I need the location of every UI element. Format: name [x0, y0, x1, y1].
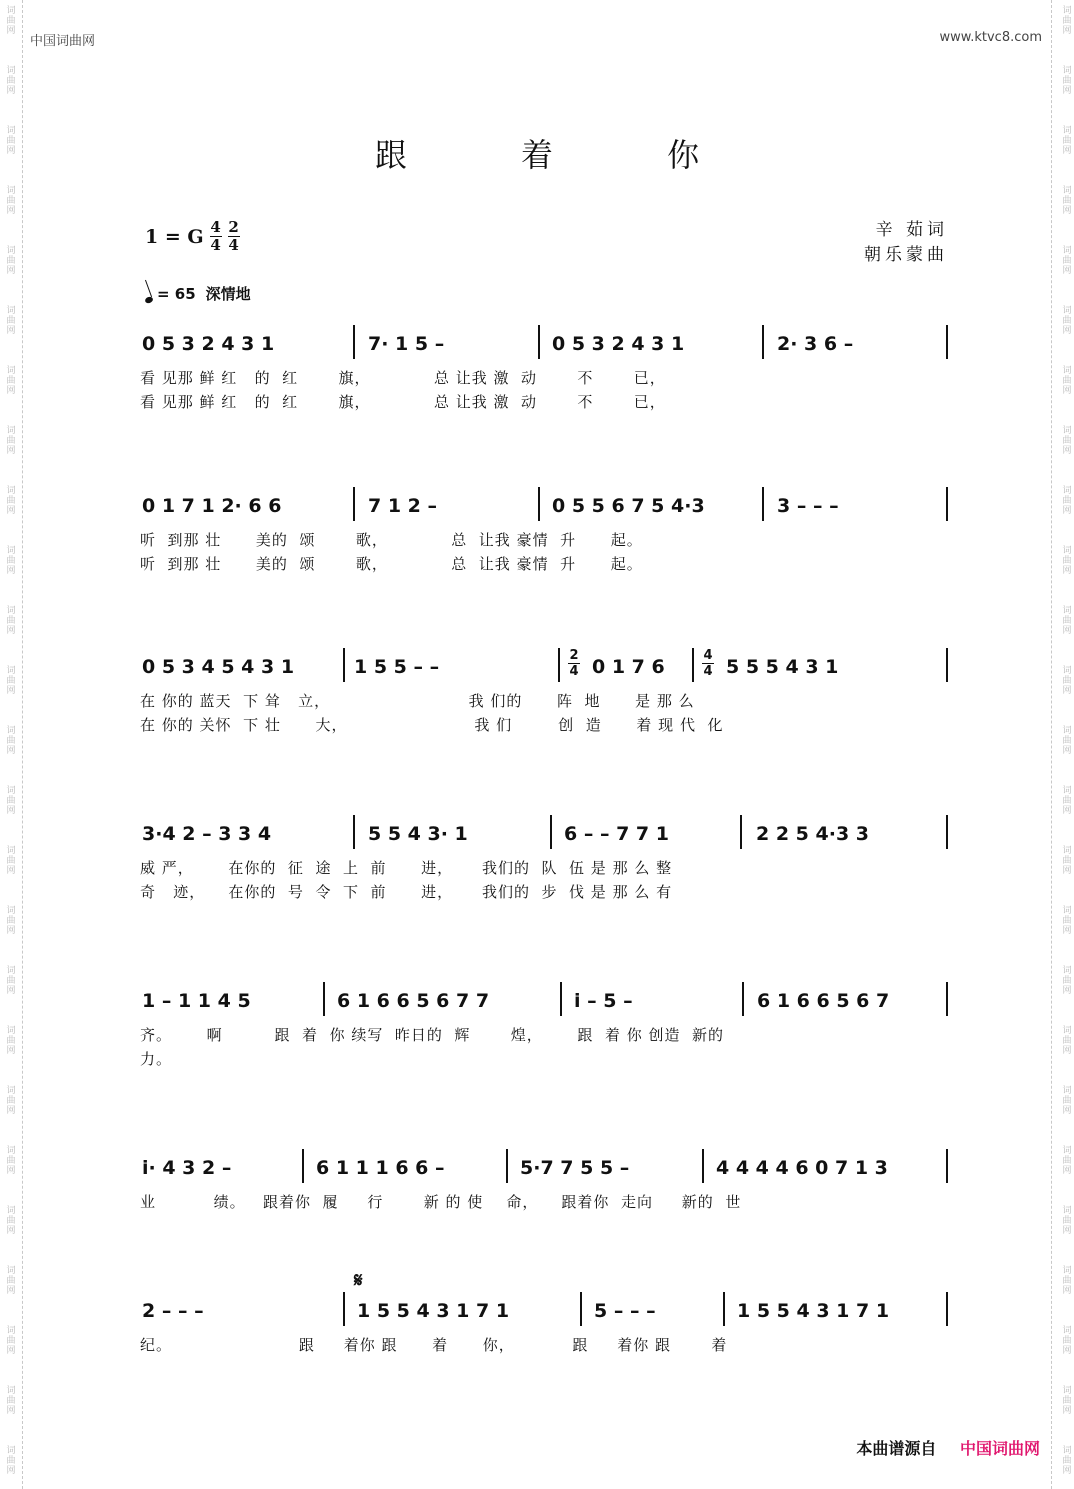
- watermark-text: 词 曲 网: [1062, 786, 1072, 816]
- watermark-text: 词 曲 网: [1062, 306, 1072, 336]
- measure: 2· 3 6 –: [777, 333, 854, 355]
- lyric-verse-1: 齐。 啊 跟 着 你 续写 昨日的 辉 煌， 跟 着 你 创造 新的: [140, 1026, 725, 1044]
- watermark-text: 词 曲 网: [1062, 1026, 1072, 1056]
- expression-mark: 深情地: [205, 285, 251, 303]
- watermark-text: 词 曲 网: [6, 1386, 16, 1416]
- brand-link[interactable]: 中国词曲网: [959, 1439, 1040, 1458]
- measure: 2 – – –: [142, 1300, 204, 1322]
- measure: 5 5 4 3· 1: [368, 823, 468, 845]
- measure: i – 5 –: [574, 990, 633, 1012]
- watermark-text: 词 曲 网: [1062, 486, 1072, 516]
- time-signature-2-4: $\frac{2}{4}$: [228, 218, 239, 254]
- watermark-text: 词 曲 网: [1062, 66, 1072, 96]
- notes-line: [140, 982, 950, 1022]
- lyric-verse-1: 业 绩。 跟着你 履 行 新 的 使 命， 跟着你 走向 新的 世: [140, 1193, 742, 1211]
- lyric-verse-2: 听 到那 壮 美的 颂 歌， 总 让我 豪情 升 起。: [140, 555, 643, 573]
- watermark-text: 词 曲 网: [6, 906, 16, 936]
- watermark-text: 词 曲 网: [6, 426, 16, 456]
- quarter-note-icon: [144, 295, 154, 303]
- watermark-text: 词 曲 网: [1062, 546, 1072, 576]
- watermark-text: 词 曲 网: [6, 666, 16, 696]
- watermark-text: 词 曲 网: [6, 846, 16, 876]
- notes-line: [140, 648, 950, 688]
- lyric-verse-2: 在 你的 关怀 下 壮 大， 我 们 创 造 着 现 代 化: [140, 716, 724, 734]
- watermark-text: 词 曲 网: [6, 126, 16, 156]
- watermark-text: 词 曲 网: [1062, 666, 1072, 696]
- watermark-text: 词 曲 网: [6, 1326, 16, 1356]
- key-label: 1 = G: [145, 225, 204, 248]
- lyric-verse-2: 力。: [140, 1050, 173, 1068]
- watermark-text: 词 曲 网: [1062, 126, 1072, 156]
- watermark-text: 词 曲 网: [6, 1266, 16, 1296]
- tempo-marking: [145, 283, 251, 304]
- notes-line: [140, 1149, 950, 1189]
- measure: 3·4 2 – 3 3 4: [142, 823, 272, 845]
- lyric-verse-1: 纪。 跟 着你 跟 着 你， 跟 着你 跟 着: [140, 1336, 728, 1354]
- footer-source: [856, 1436, 1040, 1459]
- watermark-text: 词 曲 网: [1062, 906, 1072, 936]
- measure: 0 1 7 1 2· 6 6: [142, 495, 282, 517]
- notes-line: [140, 325, 950, 365]
- watermark-text: 词 曲 网: [6, 726, 16, 756]
- watermark-text: 词 曲 网: [6, 486, 16, 516]
- time-signature-4-4: $\frac{4}{4}$: [210, 218, 221, 254]
- watermark-text: 词 曲 网: [1062, 1086, 1072, 1116]
- watermark-text: 词 曲 网: [1062, 1386, 1072, 1416]
- measure: 4 4 4 4 6 0 7 1 3: [716, 1157, 888, 1179]
- song-title: 跟 着 你: [374, 136, 752, 174]
- watermark-text: 词 曲 网: [1062, 846, 1072, 876]
- watermark-text: 词 曲 网: [1062, 1446, 1072, 1476]
- measure: 1 5 5 4 3 1 7 1: [357, 1300, 510, 1322]
- segno-icon: 𝄋: [354, 1268, 363, 1292]
- measure: 5 – – –: [594, 1300, 656, 1322]
- watermark-text: 词 曲 网: [1062, 606, 1072, 636]
- site-url-right: www.ktvc8.com: [939, 30, 1042, 45]
- measure: 7· 1 5 –: [368, 333, 445, 355]
- notes-line: [140, 1268, 950, 1332]
- watermark-text: 词 曲 网: [1062, 426, 1072, 456]
- watermark-text: 词 曲 网: [6, 66, 16, 96]
- lyric-verse-2: 奇 迹， 在你的 号 令 下 前 进， 我们的 步 伐 是 那 么 有: [140, 883, 673, 901]
- measure: 5·7 7 5 5 –: [520, 1157, 630, 1179]
- measure: 1 5 5 – –: [354, 656, 440, 678]
- watermark-text: 词 曲 网: [1062, 726, 1072, 756]
- watermark-text: 词 曲 网: [1062, 6, 1072, 36]
- watermark-text: 词 曲 网: [1062, 186, 1072, 216]
- watermark-text: 词 曲 网: [6, 186, 16, 216]
- tempo-value: = 65: [157, 284, 196, 303]
- watermark-text: 词 曲 网: [6, 546, 16, 576]
- measure: 3 – – –: [777, 495, 839, 517]
- lyric-verse-1: 看 见那 鲜 红 的 红 旗， 总 让我 激 动 不 已，: [140, 369, 666, 387]
- notes-line: [140, 487, 950, 527]
- watermark-text: 词 曲 网: [6, 366, 16, 396]
- measure: 1 5 5 4 3 1 7 1: [737, 1300, 890, 1322]
- watermark-text: 词 曲 网: [1062, 1206, 1072, 1236]
- measure: 5 5 5 4 3 1: [726, 656, 839, 678]
- lyric-verse-1: 威 严， 在你的 征 途 上 前 进， 我们的 队 伍 是 那 么 整: [140, 859, 673, 877]
- measure: 0 5 3 2 4 3 1: [552, 333, 685, 355]
- watermark-text: 词 曲 网: [1062, 966, 1072, 996]
- site-name-left: 中国词曲网: [30, 34, 96, 49]
- lyric-verse-2: 看 见那 鲜 红 的 红 旗， 总 让我 激 动 不 已，: [140, 393, 666, 411]
- measure: i· 4 3 2 –: [142, 1157, 232, 1179]
- key-signature: [145, 220, 240, 253]
- measure: 0 5 3 4 5 4 3 1: [142, 656, 295, 678]
- lyric-verse-1: 听 到那 壮 美的 颂 歌， 总 让我 豪情 升 起。: [140, 531, 643, 549]
- watermark-text: 词 曲 网: [1062, 1266, 1072, 1296]
- measure: 6 – – 7 7 1: [564, 823, 669, 845]
- measure: 0 5 3 2 4 3 1: [142, 333, 275, 355]
- watermark-text: 词 曲 网: [6, 1146, 16, 1176]
- measure: 6 1 1 1 6 6 –: [316, 1157, 445, 1179]
- time-change-2-4: 2 4: [569, 648, 579, 679]
- measure: 6 1 6 6 5 6 7: [757, 990, 890, 1012]
- lyricist: 辛 茹词: [875, 220, 948, 240]
- measure: 0 1 7 6: [592, 656, 665, 678]
- notes-line: [140, 815, 950, 855]
- measure: 7 1 2 –: [368, 495, 438, 517]
- measure: 0 5 5 6 7 5 4·3: [552, 495, 705, 517]
- watermark-text: 词 曲 网: [6, 1446, 16, 1476]
- watermark-text: 词 曲 网: [6, 1086, 16, 1116]
- watermark-text: 词 曲 网: [1062, 1326, 1072, 1356]
- watermark-text: 词 曲 网: [6, 6, 16, 36]
- watermark-text: 词 曲 网: [6, 786, 16, 816]
- lyric-verse-1: 在 你的 蓝天 下 耸 立， 我 们的 阵 地 是 那 么: [140, 692, 695, 710]
- watermark-text: 词 曲 网: [1062, 366, 1072, 396]
- time-change-4-4: 4 4: [703, 648, 713, 679]
- watermark-text: 词 曲 网: [6, 306, 16, 336]
- watermark-text: 词 曲 网: [6, 1026, 16, 1056]
- watermark-text: 词 曲 网: [6, 1206, 16, 1236]
- source-label: 本曲谱源自: [856, 1439, 937, 1458]
- composer: 朝乐蒙曲: [864, 245, 948, 265]
- watermark-text: 词 曲 网: [6, 606, 16, 636]
- watermark-text: 词 曲 网: [1062, 246, 1072, 276]
- measure: 2 2 5 4·3 3: [756, 823, 869, 845]
- watermark-text: 词 曲 网: [1062, 1146, 1072, 1176]
- watermark-text: 词 曲 网: [6, 966, 16, 996]
- watermark-text: 词 曲 网: [6, 246, 16, 276]
- credits: [864, 218, 948, 268]
- measure: 1 – 1 1 4 5: [142, 990, 251, 1012]
- measure: 6 1 6 6 5 6 7 7: [337, 990, 490, 1012]
